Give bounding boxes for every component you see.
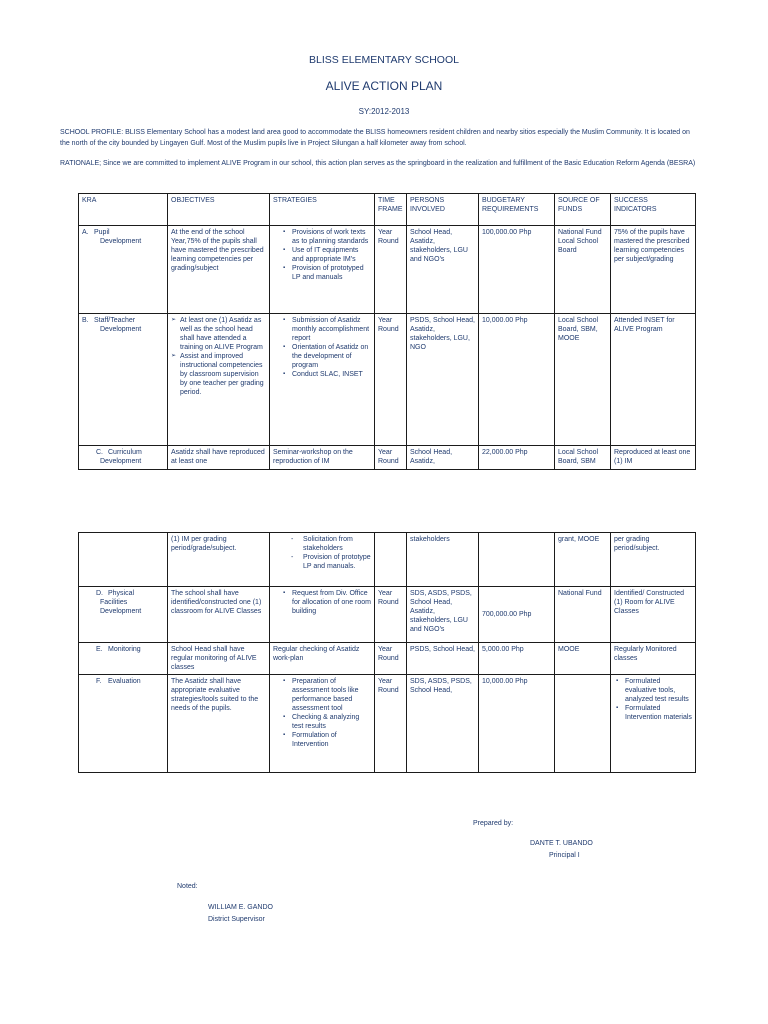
table-row <box>79 533 696 587</box>
time-frame-cell: Year Round <box>375 314 407 446</box>
list-item: ▪ Submission of Asatidz monthly accomplishment report <box>283 316 371 343</box>
indicator-cell: Attended INSET for ALIVE Program <box>611 314 696 446</box>
kra-label: Physical <box>108 590 135 597</box>
action-plan-table-2 <box>78 532 696 773</box>
action-plan-table-1 <box>78 193 696 470</box>
time-frame-cell <box>375 533 407 587</box>
source-cell: grant, MOOE <box>555 533 611 587</box>
kra-label: Staff/Teacher <box>94 317 136 324</box>
header-budgetary-requirements: BUDGETARY REQUIREMENTS <box>479 194 555 226</box>
list-item: ▪ Formulation of Intervention <box>283 731 371 749</box>
strategies-cell <box>270 587 375 643</box>
kra-cell: E. Monitoring <box>79 643 168 675</box>
rationale: RATIONALE; Since we are committed to implement ALIVE Program in our school, this action plan serves as the springboard in the realization and fulfillment of the Basic Education Reform Agenda (BESRA) <box>60 160 696 167</box>
source-cell: MOOE <box>555 643 611 675</box>
persons-cell: PSDS, School Head, <box>407 643 479 675</box>
persons-cell: PSDS, School Head, Asatidz, stakeholders, LGU, NGO <box>407 314 479 446</box>
table-row <box>79 587 696 643</box>
list-item: ▪ Provision of prototyped LP and manuals <box>283 264 371 282</box>
indicator-cell: 75% of the pupils have mastered the prescribed learning competencies per subject/grading <box>611 226 696 314</box>
header-persons-involved: PERSONS INVOLVED <box>407 194 479 226</box>
persons-cell: SDS, ASDS, PSDS, School Head, Asatidz, stakeholders, LGU and NGO's <box>407 587 479 643</box>
list-item: ▪ Orientation of Asatidz on the development of program <box>283 343 371 370</box>
time-frame-cell: Year Round <box>375 587 407 643</box>
list-item: - Solicitation from stakeholders <box>291 535 371 553</box>
kra-label-cont: Development <box>100 458 142 465</box>
indicator-cell <box>611 675 696 773</box>
list-item: ▪ Formulated Intervention materials <box>616 704 692 722</box>
kra-label-cont: Development <box>100 326 142 333</box>
strategies-cell <box>270 314 375 446</box>
persons-cell: stakeholders <box>407 533 479 587</box>
list-item: ▪ Provisions of work texts as to planning standards <box>283 228 371 246</box>
objective-cell: At the end of the school Year,75% of the pupils shall have mastered the prescribed learning competencies per grading/subject <box>168 226 270 314</box>
header-success-indicators: SUCCESS INDICATORS <box>611 194 696 226</box>
source-cell: Local School Board, SBM <box>555 446 611 470</box>
list-item: ▪ Conduct SLAC, INSET <box>283 370 371 379</box>
source-cell: National Fund <box>555 587 611 643</box>
source-cell: National Fund Local School Board <box>555 226 611 314</box>
kra-cell <box>79 533 168 587</box>
kra-cell: B. Staff/Teacher Development <box>79 314 168 446</box>
table-row <box>79 446 696 470</box>
header-objectives: OBJECTIVES <box>168 194 270 226</box>
time-frame-cell: Year Round <box>375 226 407 314</box>
list-item: ➢ Assist and improved instructional competencies by classroom supervision by one teacher per grading period. <box>171 352 266 397</box>
strategies-cell: Regular checking of Asatidz work-plan <box>270 643 375 675</box>
header-source-of-funds: SOURCE OF FUNDS <box>555 194 611 226</box>
list-item: ▪ Preparation of assessment tools like performance based assessment tool <box>283 677 371 713</box>
preparer-title: Principal I <box>549 852 580 859</box>
table-row <box>79 226 696 314</box>
list-item: ➢ At least one (1) Asatidz as well as the school head shall have attended a training on ALIVE Program <box>171 316 266 352</box>
prepared-by-label: Prepared by: <box>473 820 514 827</box>
table-row <box>79 314 696 446</box>
header-strategies: STRATEGIES <box>270 194 375 226</box>
noter-title: District Supervisor <box>208 916 265 923</box>
indicator-cell: Reproduced at least one (1) IM <box>611 446 696 470</box>
table-header-row <box>79 194 696 226</box>
strategies-cell <box>270 533 375 587</box>
kra-label: Curriculum <box>108 449 142 456</box>
budget-cell: 100,000.00 Php <box>479 226 555 314</box>
time-frame-cell: Year Round <box>375 643 407 675</box>
header-time-frame: TIME FRAME <box>375 194 407 226</box>
kra-label: Pupil <box>94 229 110 236</box>
budget-cell: 5,000.00 Php <box>479 643 555 675</box>
list-item: - Provision of prototype LP and manuals. <box>291 553 371 571</box>
strategies-cell <box>270 675 375 773</box>
preparer-name: DANTE T. UBANDO <box>530 840 593 847</box>
indicator-cell: Regularly Monitored classes <box>611 643 696 675</box>
time-frame-cell: Year Round <box>375 446 407 470</box>
budget-cell: 10,000.00 Php <box>479 675 555 773</box>
kra-cell: A. Pupil Development <box>79 226 168 314</box>
objective-cell: The school shall have identified/constructed one (1) classroom for ALIVE Classes <box>168 587 270 643</box>
list-item: ▪ Request from Div. Office for allocation of one room building <box>283 589 371 616</box>
kra-cell: C. Curriculum Development <box>79 446 168 470</box>
noted-label: Noted: <box>177 883 198 890</box>
table-row <box>79 643 696 675</box>
noter-name: WILLIAM E. GANDO <box>208 904 273 911</box>
kra-label-cont: Facilities Development <box>100 599 142 615</box>
time-frame-cell: Year Round <box>375 675 407 773</box>
indicator-cell: per grading period/subject. <box>611 533 696 587</box>
plan-title: ALIVE ACTION PLAN <box>325 79 443 93</box>
budget-cell: 10,000.00 Php <box>479 314 555 446</box>
list-item: ▪ Checking & analyzing test results <box>283 713 371 731</box>
kra-label-cont: Development <box>100 238 142 245</box>
header-kra: KRA <box>79 194 168 226</box>
list-item: ▪ Use of IT equipments and appropriate IM's <box>283 246 371 264</box>
kra-cell: D. Physical Facilities Development <box>79 587 168 643</box>
objective-cell: Asatidz shall have reproduced at least one <box>168 446 270 470</box>
strategies-cell <box>270 226 375 314</box>
source-cell: Local School Board, SBM, MOOE <box>555 314 611 446</box>
kra-cell: F. Evaluation <box>79 675 168 773</box>
objective-cell: The Asatidz shall have appropriate evaluative strategies/tools suited to the needs of the pupils. <box>168 675 270 773</box>
source-cell <box>555 675 611 773</box>
budget-cell <box>479 533 555 587</box>
budget-cell: 22,000.00 Php <box>479 446 555 470</box>
objective-cell: (1) IM per grading period/grade/subject. <box>168 533 270 587</box>
budget-cell: 700,000.00 Php <box>479 587 555 643</box>
strategies-cell: Seminar-workshop on the reproduction of IM <box>270 446 375 470</box>
objective-cell <box>168 314 270 446</box>
persons-cell: SDS, ASDS, PSDS, School Head, <box>407 675 479 773</box>
indicator-cell: Identified/ Constructed (1) Room for ALIVE Classes <box>611 587 696 643</box>
list-item: ▪ Formulated evaluative tools, analyzed test results <box>616 677 692 704</box>
objective-cell: School Head shall have regular monitoring of ALIVE classes <box>168 643 270 675</box>
table-row <box>79 675 696 773</box>
kra-label: Monitoring <box>108 646 141 653</box>
persons-cell: School Head, Asatidz, <box>407 446 479 470</box>
school-year: SY:2012-2013 <box>358 107 410 116</box>
persons-cell: School Head, Asatidz, stakeholders, LGU and NGO's <box>407 226 479 314</box>
school-profile: SCHOOL PROFILE: BLISS Elementary School has a modest land area good to accommodate the BLISS homeowners resident children and nearby sitios especially the Muslim Community. It is located on the north of the city bounded by Lingayen Gulf. Most of the Muslim pupils live in Project Silungan a half kilometer away from school. <box>60 129 690 147</box>
school-name: BLISS ELEMENTARY SCHOOL <box>309 54 459 66</box>
kra-label: Evaluation <box>108 678 141 685</box>
